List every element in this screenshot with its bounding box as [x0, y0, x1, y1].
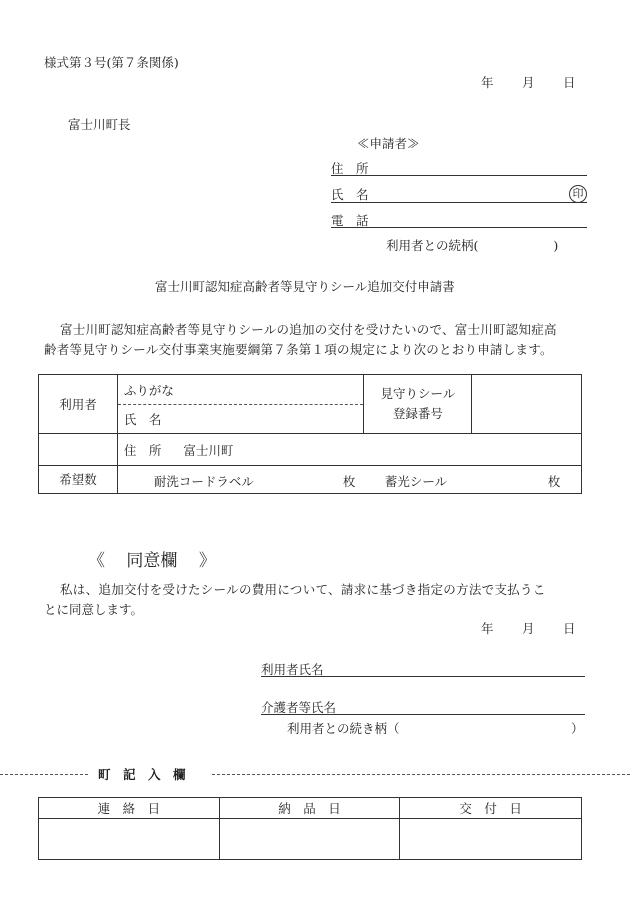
consent-relation-close: ）: [571, 721, 584, 736]
reflective-label: 蓄光シール: [384, 473, 448, 489]
date-month: 月: [522, 75, 535, 90]
contact-date-cell[interactable]: [39, 819, 220, 860]
address-blank: [39, 434, 118, 465]
user-label: 利用者: [39, 375, 118, 434]
consent-date-day: 日: [563, 621, 576, 636]
relation-field: 利用者との続柄( ): [386, 238, 559, 253]
contact-date-header: 連 絡 日: [39, 798, 220, 819]
delivery-date-header: 納 品 日: [219, 798, 400, 819]
sticker-number-label: [364, 375, 472, 434]
address-label: 住 所: [331, 161, 369, 176]
user-address-label: 住 所: [123, 442, 162, 458]
applicant-heading: ≪申請者≫: [357, 136, 420, 151]
addressee: 富士川町長: [68, 117, 131, 132]
consent-heading-text: 同意欄: [126, 551, 178, 571]
consent-text-2: とに同意します。: [44, 602, 144, 617]
form-number: 様式第３号(第７条関係): [44, 55, 179, 70]
consent-bracket-close: 》: [198, 551, 216, 571]
date-year: 年: [481, 75, 494, 90]
sticker-number-input[interactable]: [472, 375, 582, 434]
consent-date-year: 年: [481, 621, 494, 636]
office-divider-left: [0, 774, 88, 775]
consent-user-name-label: 利用者氏名: [261, 662, 324, 677]
user-address-value: 富士川町: [183, 442, 234, 458]
furigana-label: ふりがな: [123, 382, 174, 398]
date-day: 日: [563, 75, 576, 90]
phone-field[interactable]: [331, 211, 587, 228]
consent-bracket-open: 《: [88, 551, 105, 571]
document-title: 富士川町認知症高齢者等見守りシール追加交付申請書: [155, 279, 455, 294]
name-field[interactable]: [331, 185, 587, 203]
name-label: 氏 名: [331, 187, 369, 202]
washable-label: 耐洗コードラベル: [153, 473, 254, 489]
user-address-cell[interactable]: [117, 434, 581, 465]
caregiver-name-label: 介護者等氏名: [261, 700, 337, 715]
caregiver-name-field[interactable]: [261, 698, 585, 715]
office-divider-right: [212, 774, 630, 775]
consent-date-month: 月: [522, 621, 535, 636]
consent-text-1: 私は、追加交付を受けたシールの費用について、請求に基づき指定の方法で支払うこ: [60, 582, 546, 597]
issue-date-header: 交 付 日: [400, 798, 582, 819]
consent-heading: [88, 546, 216, 571]
seal-mark: 印: [569, 185, 587, 203]
quantity-label: 希望数: [39, 465, 118, 493]
name-cell[interactable]: [117, 405, 363, 434]
body-line-1: 富士川町認知症高齢者等見守りシールの追加の交付を受けたいので、富士川町認知症高: [60, 322, 557, 337]
address-field[interactable]: [331, 159, 587, 176]
application-table: [38, 374, 582, 494]
office-heading: 町 記 入 欄: [98, 767, 186, 782]
consent-user-name-field[interactable]: [261, 660, 585, 677]
delivery-date-cell[interactable]: [219, 819, 400, 860]
washable-unit: 枚: [342, 473, 356, 489]
reflective-unit: 枚: [547, 473, 561, 489]
consent-relation: 利用者との続き柄（: [287, 721, 400, 736]
sticker-number-label-2: 登録番号: [392, 406, 443, 422]
user-name-label: 氏 名: [123, 412, 162, 428]
issue-date-cell[interactable]: [400, 819, 582, 860]
furigana-cell[interactable]: [117, 375, 363, 405]
body-line-2: 齢者等見守りシール交付事業実施要綱第７条第１項の規定により次のとおり申請します。: [44, 342, 553, 357]
sticker-number-label-1: 見守りシール: [380, 386, 456, 402]
office-table: [38, 797, 582, 860]
phone-label: 電 話: [331, 213, 369, 228]
quantity-cell[interactable]: [117, 465, 581, 493]
